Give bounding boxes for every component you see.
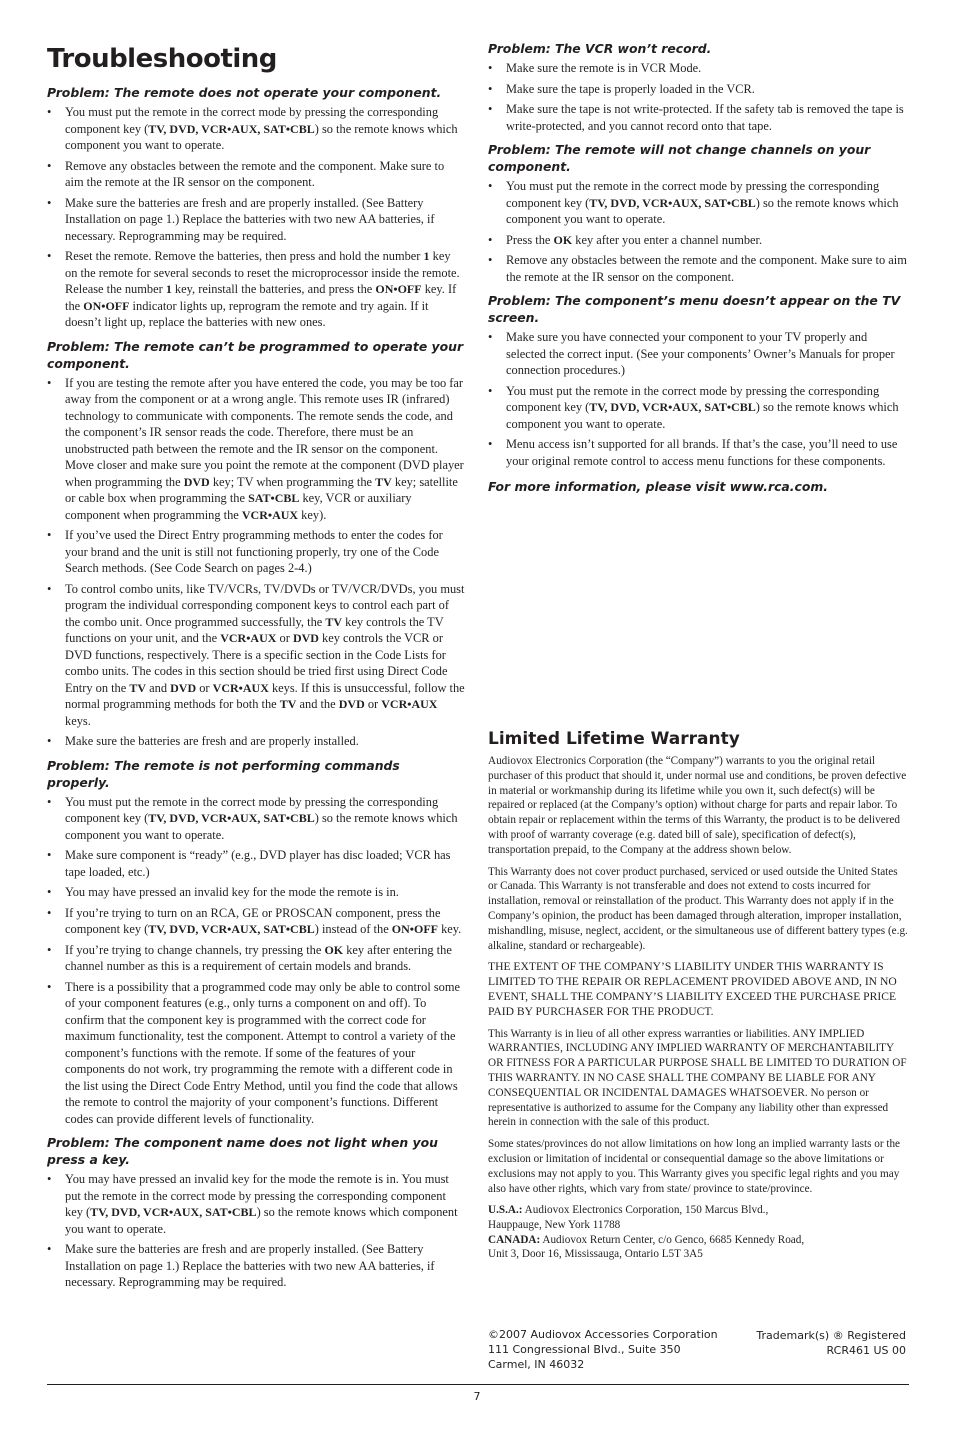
canada-address-text: Audiovox Return Center, c/o Genco, 6685 Kennedy Road, [540,1233,805,1246]
solution-text: Make sure the tape is not write-protected. If the safety tab is removed the tape is write-protected, and you cannot record onto that tape. [506,102,904,133]
solution-item [47,375,465,524]
solution-text: If you’re trying to change channels, try pressing the [65,942,325,957]
key-name: TV, DVD, VCR•AUX, SAT•CBL [148,922,315,936]
solution-text: key; TV when programming the [209,474,376,489]
solution-text: ) so the remote knows which component you want to operate. [65,121,458,152]
solution-list [488,329,908,469]
solution-item [488,252,908,285]
solution-item [488,383,908,433]
solution-text: and [146,680,171,695]
problem-section [488,40,908,134]
solution-list [488,178,908,285]
usa-address-line2: Hauppauge, New York 11788 [488,1218,621,1231]
solution-text: Make sure the tape is properly loaded in the VCR. [506,81,755,96]
solution-item [47,248,465,331]
copyright-line: ©2007 Audiovox Accessories Corporation [488,1328,718,1341]
solution-text: Make sure you have connected your component to your TV properly and selected the correct input. (See your components’ Owner’s Manuals for proper connection procedures.) [506,330,895,377]
key-name: TV, DVD, VCR•AUX, SAT•CBL [148,811,315,825]
key-name: TV, DVD, VCR•AUX, SAT•CBL [589,400,756,414]
trademark-line: Trademark(s) ® Registered [756,1329,906,1342]
solution-list [47,375,465,750]
solution-text: key, reinstall the batteries, and press the [171,282,376,296]
usa-label: U.S.A.: [488,1204,523,1217]
solution-item [47,847,465,880]
solution-list [47,1171,465,1291]
solution-text: Remove any obstacles between the remote and the component. Make sure to aim the remote at the IR sensor on the component. [65,158,445,189]
key-name: DVD [183,474,210,489]
solution-item [488,60,908,77]
solution-item [488,436,908,469]
key-name: VCR•AUX [381,697,438,711]
solution-item [47,794,465,844]
problem-heading: Problem: The remote will not change channels on your component. [488,142,871,174]
solution-item [47,884,465,901]
solution-text: You must put the remote in the correct mode by pressing the corresponding component key ( [506,383,880,414]
page-title: Troubleshooting [47,44,277,74]
usa-address-text: Audiovox Electronics Corporation, 150 Marcus Blvd., [522,1204,769,1217]
solution-text: You must put the remote in the correct mode by pressing the corresponding component key ( [65,794,439,825]
canada-label: CANADA: [488,1233,541,1246]
solution-text: You may have pressed an invalid key for the mode the remote is in. You must put the remote in the correct mode by pressing the corresponding component key ( [65,1172,449,1219]
solution-text: Press the [506,232,554,247]
solution-text: ) so the remote knows which component you want to operate. [506,195,899,226]
problem-heading: Problem: The component name does not light when you press a key. [47,1135,438,1167]
warranty-paragraph: THE EXTENT OF THE COMPANY’S LIABILITY UNDER THIS WARRANTY IS LIMITED TO THE REPAIR OR REPLACEMENT PROVIDED ABOVE AND, IN NO EVENT, SHALL THE COMPANY’S LIABILITY EXCEED THE PURCHASE PRICE PAID BY PURCHASER FOR THE PRODUCT. [488,960,897,1018]
solution-text: indicator lights up, reprogram the remote and try again. If it doesn’t light up, replace the batteries with new ones. [65,298,429,329]
key-name: VCR•AUX [212,680,269,695]
solution-text: and the [296,697,339,711]
key-name: OK [553,232,573,247]
canada-address-line2: Unit 3, Door 16, Mississauga, Ontario L5T 3A5 [488,1248,703,1261]
solution-text: keys. [65,713,91,728]
solution-text: Menu access isn’t supported for all brands. If that’s the case, you’ll need to use your original remote control to access menu functions for these components. [506,437,898,468]
solution-text: keys. If this is unsuccessful, follow the normal programming methods for both the [65,680,465,711]
right-troubleshooting-sections [488,40,908,469]
solution-text: ) instead of the [314,922,392,936]
solution-item [488,232,908,249]
solution-text: If you’re trying to turn on an RCA, GE or PROSCAN component, press the component key ( [65,905,441,936]
model-code: RCR461 US 00 [826,1344,906,1357]
solution-item [47,527,465,577]
solution-item [488,81,908,98]
solution-item [47,905,465,938]
solution-text: key after you enter a channel number. [572,232,763,247]
key-name: ON•OFF [83,298,130,313]
key-name: TV, DVD, VCR•AUX, SAT•CBL [589,195,756,210]
footer-company-info [488,1327,718,1372]
service-addresses [488,1203,908,1261]
key-name: OK [324,942,344,957]
solution-text: ) so the remote knows which component you want to operate. [65,1205,458,1236]
solution-text: Reset the remote. Remove the batteries, then press and hold the number [65,249,424,263]
solution-item [47,158,465,191]
solution-text: Remove any obstacles between the remote and the component. Make sure to aim the remote at the IR sensor on the component. [506,253,907,284]
solution-text: or [276,631,293,645]
solution-text: key on the remote for several seconds to reset the microprocessor inside the remote. Release the number [65,249,460,296]
footer-divider [47,1384,909,1385]
solution-item [47,733,465,750]
solution-item [47,1241,465,1291]
key-name: SAT•CBL [248,491,300,505]
problem-heading: Problem: The component’s menu doesn’t appear on the TV screen. [488,293,901,325]
solution-text: key. If the [65,282,457,313]
canada-address-line1 [488,1233,908,1248]
key-name: DVD [292,631,319,645]
problem-heading: Problem: The remote is not performing commands properly. [47,757,400,790]
warranty-section [488,728,908,1262]
problem-heading: Problem: The remote can’t be programmed to operate your component. [47,338,464,371]
solution-item [47,1171,465,1237]
warranty-paragraph: This Warranty does not cover product purchased, serviced or used outside the United States or Canada. This Warranty is not transferable and does not extend to costs incurred for installation, removal or reinstallation of the product. This Warranty does not apply if in the Company’s opinion, the product has been damaged through alteration, improper installation, mishandling, misuse, neglect, accident, or the simultaneous use of different battery types (e.g. alkaline, standard or rechargeable). [488,865,908,952]
solution-item [488,101,908,134]
key-name: TV [375,474,392,489]
solution-text: key). [298,507,327,522]
solution-text: You must put the remote in the correct mode by pressing the corresponding component key ( [506,179,880,210]
solution-text: To control combo units, like TV/VCRs, TV/DVDs or TV/VCR/DVDs, you must program the individual corresponding component keys to control each part of the combo unit. Once programmed successfully, the [65,581,465,629]
problem-heading: Problem: The VCR won’t record. [488,41,712,56]
solution-text: key controls the TV functions on your unit, and the [65,614,444,645]
solution-text: If you are testing the remote after you have entered the code, you may be too far away from the component or at a wrong angle. This remote uses IR (infrared) technology to communicate with components. The remote sends the code, and the component’s IR sensor reads the code. Therefore, there must be an unobstructed path between the remote and the IR sensor on the component. Move closer and make sure you point the remote at the component (DVD player when programming the [65,375,464,489]
solution-text: Make sure the batteries are fresh and are properly installed. (See Battery Installation on page 1.) Replace the batteries with two new AA batteries, if necessary. Reprogramming may be required. [65,1242,435,1289]
warranty-paragraph: Audiovox Electronics Corporation (the “Company”) warrants to you the original retail purchaser of this product that should it, under normal use and conditions, be proven defective in material or workmanship during its lifetime while you own it, such defect(s) will be repaired or replaced (at the Company’s option) without charge for parts and repair labor. To obtain repair or replacement within the terms of this Warranty, the product is to be delivered with proof of warranty coverage (e.g. dated bill of sale), specification of defect(s), transportation prepaid, to the Company at the address shown below. [488,755,907,856]
problem-section [47,757,465,1128]
solution-list [488,60,908,134]
key-name: 1 [423,249,430,263]
key-name: ON•OFF [391,922,438,936]
solution-text: key; satellite or cable box when programming the [65,474,458,505]
page-number: 7 [473,1390,481,1403]
solution-item [47,942,465,975]
problem-section [488,292,908,469]
warranty-paragraph: Some states/provinces do not allow limitations on how long an implied warranty lasts or the exclusion or limitation of incidental or consequential damage so the above limitations or exclusions may not apply to you. This Warranty gives you specific legal rights and you may also have other rights, which vary from state/ province to state/province. [488,1138,901,1195]
solution-list [47,794,465,1128]
key-name: DVD [170,680,197,695]
solution-item [47,581,465,730]
solution-item [47,195,465,245]
solution-text: Make sure the batteries are fresh and are properly installed. (See Battery Installation on page 1.) Replace the batteries with two new AA batteries, if necessary. Reprogramming may be required. [65,195,435,243]
company-address-line2: Carmel, IN 46032 [488,1358,585,1371]
more-info-text: For more information, please visit www.rca.com. [488,479,828,494]
solution-text: ) so the remote knows which component you want to operate. [65,811,458,842]
solution-text: You may have pressed an invalid key for the mode the remote is in. [65,885,399,899]
left-troubleshooting-sections [47,84,465,1291]
key-name: VCR•AUX [220,631,277,645]
solution-text: If you’ve used the Direct Entry programming methods to enter the codes for your brand and the unit is still not functioning properly, try one of the Code Search methods. (See Code Search on pages 2-4.) [65,528,443,575]
key-name: DVD [338,697,365,711]
problem-heading: Problem: The remote does not operate your component. [47,85,442,100]
key-name: 1 [165,282,172,296]
solution-text: key, VCR or auxiliary component when programming the [65,491,412,522]
problem-section [47,1134,465,1291]
solution-text: key after entering the channel number as this is a requirement of certain models and brands. [65,942,452,973]
solution-text: or [364,697,382,711]
solution-text: or [196,680,213,695]
key-name: ON•OFF [375,282,422,296]
key-name: VCR•AUX [241,507,299,522]
usa-address-line1 [488,1203,908,1218]
key-name: TV [129,680,147,695]
left-column [47,40,465,1298]
solution-text: key controls the VCR or DVD functions, respectively. There is a specific section in the Code Lists for combo units. The codes in this section should be tried first using Direct Code Entry on the [65,631,448,695]
key-name: TV, DVD, VCR•AUX, SAT•CBL [148,121,315,136]
warranty-heading: Limited Lifetime Warranty [488,729,740,749]
problem-section [47,338,465,750]
solution-list [47,104,465,331]
solution-text: There is a possibility that a programmed code may only be able to control some of your component features (e.g., only turns a component on and off). To confirm that the component key is programmed with the correct code for maximum functionality, test the component. Attempt to control a variety of the component’s functions with the remote. If some of the features of your components do not work, try programming the remote with a different code in the list using the Direct Code Entry Method, until you find the code that allows the remote to control the majority of your component’s functions. Different codes can provide different levels of functionality. [65,979,461,1126]
key-name: TV, DVD, VCR•AUX, SAT•CBL [90,1205,257,1219]
key-name: TV [325,614,343,629]
solution-text: ) so the remote knows which component you want to operate. [506,400,899,431]
solution-text: key. [438,922,462,936]
solution-item [47,979,465,1128]
solution-text: Make sure component is “ready” (e.g., DVD player has disc loaded; VCR has tape loaded, etc.) [65,848,451,879]
solution-item [47,104,465,154]
warranty-paragraph: This Warranty is in lieu of all other express warranties or liabilities. ANY IMPLIED WARRANTIES, INCLUDING ANY IMPLIED WARRANTY OF MERCHANTABILITY OR FITNESS FOR A PARTICULAR PURPOSE SHALL BE LIMITED TO DURATION OF THIS WARRANTY. IN NO CASE SHALL THE COMPANY BE LIABLE FOR ANY CONSEQUENTIAL OR INCIDENTAL DAMAGES WHATSOEVER. No person or representative is authorized to assume for the Company any liability other than expressed herein in connection with the sale of this product. [488,1027,907,1129]
company-address-line1: 111 Congressional Blvd., Suite 350 [488,1343,681,1356]
footer-trademark-info [756,1328,906,1358]
solution-text: Make sure the batteries are fresh and are properly installed. [65,734,359,748]
right-column [488,40,908,494]
key-name: TV [279,697,297,711]
problem-section [47,84,465,331]
solution-item [488,329,908,379]
problem-section [488,141,908,285]
solution-text: You must put the remote in the correct mode by pressing the corresponding component key ( [65,105,439,136]
solution-text: Make sure the remote is in VCR Mode. [506,61,702,75]
solution-item [488,178,908,228]
